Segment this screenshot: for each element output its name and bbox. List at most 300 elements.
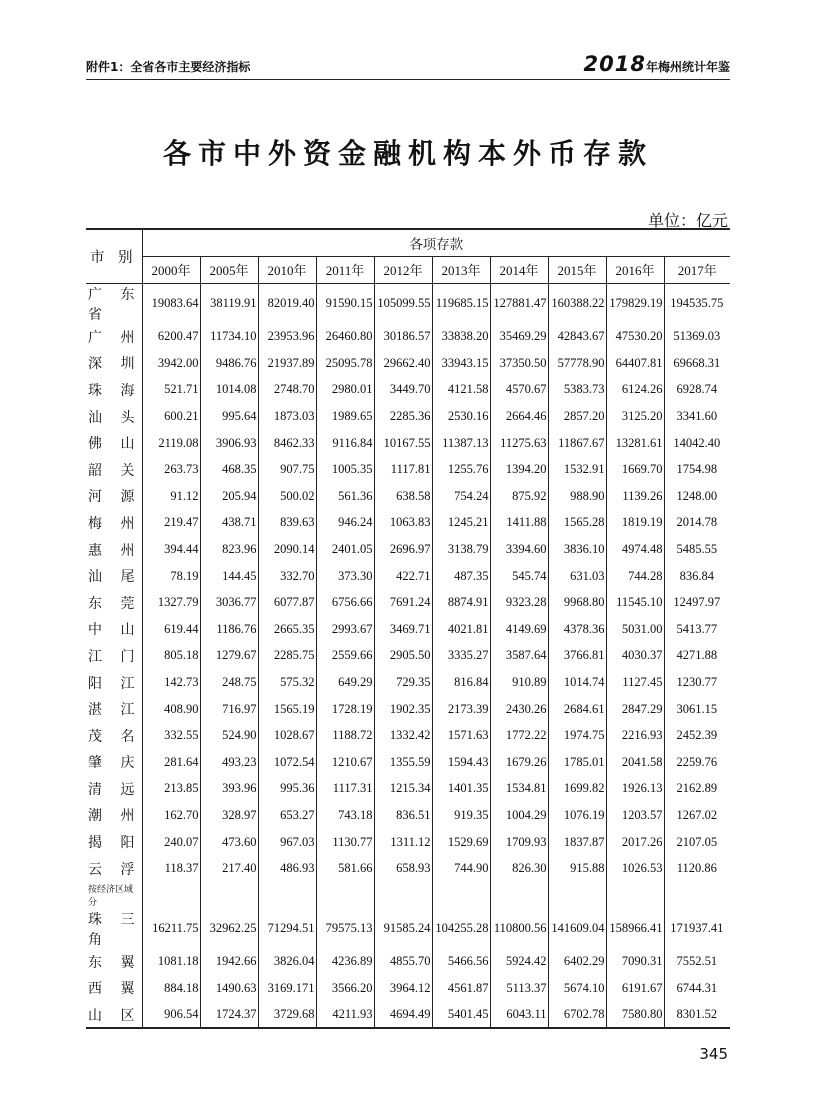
table-cell <box>142 882 200 909</box>
table-cell: 5383.73 <box>548 377 606 404</box>
region-name: 梅 州 <box>86 510 142 537</box>
table-cell: 995.64 <box>200 403 258 430</box>
table-cell: 524.90 <box>200 722 258 749</box>
table-cell: 744.28 <box>606 563 664 590</box>
year-header: 2014年 <box>490 256 548 283</box>
table-cell: 1215.34 <box>374 776 432 803</box>
table-cell: 4149.69 <box>490 616 548 643</box>
table-cell: 79575.13 <box>316 909 374 949</box>
table-cell: 6200.47 <box>142 324 200 351</box>
region-name: 惠 州 <box>86 536 142 563</box>
region-name: 阳 江 <box>86 669 142 696</box>
table-cell: 1772.22 <box>490 722 548 749</box>
table-cell: 217.40 <box>200 855 258 882</box>
year-header: 2012年 <box>374 256 432 283</box>
table-cell <box>606 882 664 909</box>
table-cell: 263.73 <box>142 456 200 483</box>
table-cell: 9968.80 <box>548 589 606 616</box>
table-cell: 5674.10 <box>548 975 606 1002</box>
table-row <box>86 975 730 1002</box>
table-cell: 716.97 <box>200 696 258 723</box>
page-title: 各市中外资金融机构本外币存款 <box>162 137 653 170</box>
table-cell <box>432 882 490 909</box>
table-cell: 119685.15 <box>432 283 490 324</box>
section-row <box>86 882 730 909</box>
table-cell: 91585.24 <box>374 909 432 949</box>
region-name: 肇 庆 <box>86 749 142 776</box>
table-cell: 3766.81 <box>548 643 606 670</box>
header-book-name: 年梅州统计年鉴 <box>645 60 730 74</box>
table-cell: 7580.80 <box>606 1002 664 1029</box>
table-cell: 91.12 <box>142 483 200 510</box>
table-cell: 33838.20 <box>432 324 490 351</box>
region-name: 广东省 <box>86 283 142 324</box>
table-cell: 6928.74 <box>676 382 718 397</box>
table-cell: 884.18 <box>142 975 200 1002</box>
table-cell: 1355.59 <box>374 749 432 776</box>
region-name: 珠 海 <box>86 377 142 404</box>
table-cell: 37350.50 <box>490 350 548 377</box>
table-cell: 205.94 <box>200 483 258 510</box>
table-cell: 248.75 <box>200 669 258 696</box>
table-cell: 144.45 <box>200 563 258 590</box>
table-cell: 8462.33 <box>258 430 316 457</box>
table-cell: 473.60 <box>200 829 258 856</box>
table-cell <box>258 882 316 909</box>
table-cell: 29662.40 <box>374 350 432 377</box>
table-cell: 521.71 <box>142 377 200 404</box>
table-cell: 486.93 <box>258 855 316 882</box>
table-row <box>86 802 730 829</box>
year-header: 2011年 <box>316 256 374 283</box>
table-cell: 33943.15 <box>432 350 490 377</box>
table-cell: 1203.57 <box>606 802 664 829</box>
table-cell: 8874.91 <box>432 589 490 616</box>
region-name: 汕 头 <box>86 403 142 430</box>
table-cell: 4855.70 <box>374 949 432 976</box>
table-cell: 11545.10 <box>606 589 664 616</box>
header-rule <box>86 79 730 80</box>
table-cell: 78.19 <box>142 563 200 590</box>
table-cell: 1754.98 <box>676 462 718 477</box>
table-row <box>86 563 730 590</box>
table-cell: 2748.70 <box>258 377 316 404</box>
table-cell: 1490.63 <box>200 975 258 1002</box>
table-cell: 1188.72 <box>316 722 374 749</box>
table-cell: 638.58 <box>374 483 432 510</box>
table-cell: 1063.83 <box>374 510 432 537</box>
table-cell: 64407.81 <box>606 350 664 377</box>
region-name: 潮 州 <box>86 802 142 829</box>
table-cell: 5401.45 <box>432 1002 490 1029</box>
table-row <box>86 510 730 537</box>
table-cell: 826.30 <box>490 855 548 882</box>
table-cell: 91590.15 <box>316 283 374 324</box>
table-cell: 194535.75 <box>670 296 724 310</box>
table-row <box>86 283 730 324</box>
table-cell: 51369.03 <box>673 329 721 344</box>
table-cell: 5413.77 <box>676 621 718 636</box>
table-cell: 1989.65 <box>316 403 374 430</box>
table-cell: 1679.26 <box>490 749 548 776</box>
table-cell: 3335.27 <box>432 643 490 670</box>
table-cell: 6402.29 <box>548 949 606 976</box>
table-cell: 105099.55 <box>374 283 432 324</box>
table-cell: 1594.43 <box>432 749 490 776</box>
table-cell: 2905.50 <box>374 643 432 670</box>
table-cell: 12497.97 <box>673 595 721 610</box>
table-cell: 1394.20 <box>490 456 548 483</box>
table-cell: 7691.24 <box>374 589 432 616</box>
table-cell: 35469.29 <box>490 324 548 351</box>
table-cell: 5924.42 <box>490 949 548 976</box>
region-name: 珠三角 <box>86 909 142 949</box>
header-section-label: 附件1：全省各市主要经济指标 <box>86 60 251 74</box>
table-cell: 1565.28 <box>548 510 606 537</box>
region-name: 韶 关 <box>86 456 142 483</box>
table-cell: 2401.05 <box>316 536 374 563</box>
table-cell: 179829.19 <box>606 283 664 324</box>
table-cell: 1974.75 <box>548 722 606 749</box>
table-cell: 4021.81 <box>432 616 490 643</box>
table-cell: 1837.87 <box>548 829 606 856</box>
table-cell: 7552.51 <box>676 954 718 969</box>
region-name: 河 源 <box>86 483 142 510</box>
table-cell: 2285.75 <box>258 643 316 670</box>
table-cell: 4211.93 <box>316 1002 374 1029</box>
table-cell: 2119.08 <box>142 430 200 457</box>
year-header: 2013年 <box>432 256 490 283</box>
table-cell: 3964.12 <box>374 975 432 1002</box>
table-cell: 2259.76 <box>676 754 718 769</box>
table-cell: 1401.35 <box>432 776 490 803</box>
table-cell: 142.73 <box>142 669 200 696</box>
table-cell: 3125.20 <box>606 403 664 430</box>
table-cell: 1210.67 <box>316 749 374 776</box>
table-cell: 2559.66 <box>316 643 374 670</box>
table-cell: 11275.63 <box>490 430 548 457</box>
table-cell: 32962.25 <box>200 909 258 949</box>
table-header <box>86 229 730 283</box>
table-cell: 1669.70 <box>606 456 664 483</box>
region-name: 湛 江 <box>86 696 142 723</box>
page-number: 345 <box>699 1045 728 1063</box>
group-column-header: 各项存款 <box>142 229 730 256</box>
table-row <box>86 377 730 404</box>
table-cell: 2285.36 <box>374 403 432 430</box>
year-header: 2015年 <box>548 256 606 283</box>
table-cell: 69668.31 <box>673 355 721 370</box>
table-row <box>86 1002 730 1029</box>
table-cell: 1267.02 <box>676 807 718 822</box>
table-cell: 3587.64 <box>490 643 548 670</box>
region-name: 茂 名 <box>86 722 142 749</box>
table-cell: 1728.19 <box>316 696 374 723</box>
table-cell: 2041.58 <box>606 749 664 776</box>
table-cell: 393.96 <box>200 776 258 803</box>
table-cell: 1028.67 <box>258 722 316 749</box>
table-cell: 5031.00 <box>606 616 664 643</box>
table-cell: 16211.75 <box>142 909 200 949</box>
table-cell: 104255.28 <box>432 909 490 949</box>
table-cell: 3566.20 <box>316 975 374 1002</box>
table-cell: 658.93 <box>374 855 432 882</box>
table-cell: 919.35 <box>432 802 490 829</box>
table-cell: 6702.78 <box>548 1002 606 1029</box>
section-label: 按经济区域分 <box>86 882 142 909</box>
table-cell: 160388.22 <box>548 283 606 324</box>
table-cell <box>200 882 258 909</box>
table-cell: 213.85 <box>142 776 200 803</box>
table-row <box>86 669 730 696</box>
table-cell: 1926.13 <box>606 776 664 803</box>
table-cell: 332.55 <box>142 722 200 749</box>
table-cell: 995.36 <box>258 776 316 803</box>
table-cell: 823.96 <box>200 536 258 563</box>
table-row <box>86 643 730 670</box>
table-cell: 2216.93 <box>606 722 664 749</box>
year-header: 2000年 <box>142 256 200 283</box>
table-cell: 3169.171 <box>258 975 316 1002</box>
table-cell: 21937.89 <box>258 350 316 377</box>
year-header: 2016年 <box>606 256 664 283</box>
table-cell: 240.07 <box>142 829 200 856</box>
table-cell: 1014.74 <box>548 669 606 696</box>
table-cell: 653.27 <box>258 802 316 829</box>
table-cell: 575.32 <box>258 669 316 696</box>
header-year: 2018 <box>583 52 646 76</box>
table-row <box>86 456 730 483</box>
table-cell: 487.35 <box>432 563 490 590</box>
table-cell: 3138.79 <box>432 536 490 563</box>
table-cell: 1120.86 <box>676 861 717 876</box>
table-cell: 500.02 <box>258 483 316 510</box>
table-row <box>86 589 730 616</box>
city-column-header: 市 别 <box>86 229 142 283</box>
unit-label: 单位：亿元 <box>647 211 728 230</box>
region-name: 云 浮 <box>86 855 142 882</box>
table-cell: 171937.41 <box>670 921 724 936</box>
table-cell: 438.71 <box>200 510 258 537</box>
table-cell: 581.66 <box>316 855 374 882</box>
table-cell: 744.90 <box>432 855 490 882</box>
table-cell: 6191.67 <box>606 975 664 1002</box>
table-cell: 118.37 <box>142 855 200 882</box>
table-cell: 3942.00 <box>142 350 200 377</box>
table-cell: 30186.57 <box>374 324 432 351</box>
table-cell: 2664.46 <box>490 403 548 430</box>
table-cell: 875.92 <box>490 483 548 510</box>
table-cell: 754.24 <box>432 483 490 510</box>
table-cell: 14042.40 <box>673 435 721 450</box>
table-row <box>86 949 730 976</box>
table-cell: 2430.26 <box>490 696 548 723</box>
table-cell: 1819.19 <box>606 510 664 537</box>
year-header: 2010年 <box>258 256 316 283</box>
table-cell: 910.89 <box>490 669 548 696</box>
table-cell: 561.36 <box>316 483 374 510</box>
table-cell: 4236.89 <box>316 949 374 976</box>
region-name: 佛 山 <box>86 430 142 457</box>
running-header <box>86 52 730 78</box>
table-cell: 2696.97 <box>374 536 432 563</box>
table-cell: 42843.67 <box>548 324 606 351</box>
table-cell: 219.47 <box>142 510 200 537</box>
table-cell: 1709.93 <box>490 829 548 856</box>
header-yearbook-title <box>584 52 730 76</box>
table-cell: 11734.10 <box>200 324 258 351</box>
table-cell: 2014.78 <box>676 515 718 530</box>
table-cell: 631.03 <box>548 563 606 590</box>
table-row <box>86 855 730 882</box>
table-cell: 3906.93 <box>200 430 258 457</box>
table-cell: 1571.63 <box>432 722 490 749</box>
table-cell: 9486.76 <box>200 350 258 377</box>
table-cell: 1942.66 <box>200 949 258 976</box>
region-name: 东 翼 <box>86 949 142 976</box>
table-cell: 1230.77 <box>676 675 718 690</box>
table-cell: 7090.31 <box>606 949 664 976</box>
table-cell: 1139.26 <box>606 483 664 510</box>
table-row <box>86 696 730 723</box>
table-row <box>86 350 730 377</box>
table-cell: 493.23 <box>200 749 258 776</box>
table-cell: 1565.19 <box>258 696 316 723</box>
table-cell: 946.24 <box>316 510 374 537</box>
table-cell: 1311.12 <box>374 829 432 856</box>
table-cell: 1248.00 <box>676 488 718 503</box>
table-cell: 11867.67 <box>548 430 606 457</box>
table-cell: 8301.52 <box>664 1002 730 1029</box>
table-cell: 110800.56 <box>490 909 548 949</box>
table-body <box>86 283 730 1028</box>
table-cell: 6756.66 <box>316 589 374 616</box>
table-cell: 408.90 <box>142 696 200 723</box>
table-cell: 2452.39 <box>676 728 718 743</box>
table-cell: 5113.37 <box>490 975 548 1002</box>
table-cell: 328.97 <box>200 802 258 829</box>
table-row <box>86 616 730 643</box>
table-cell: 1785.01 <box>548 749 606 776</box>
table-row <box>86 430 730 457</box>
table-cell: 4121.58 <box>432 377 490 404</box>
table-cell: 1902.35 <box>374 696 432 723</box>
table-cell: 1534.81 <box>490 776 548 803</box>
table-cell: 3836.10 <box>548 536 606 563</box>
table-cell: 158966.41 <box>606 909 664 949</box>
deposits-table <box>86 228 730 1029</box>
table-cell: 6124.26 <box>606 377 664 404</box>
table-cell: 2107.05 <box>676 834 718 849</box>
table-cell: 805.18 <box>142 643 200 670</box>
table-cell: 6744.31 <box>676 980 718 995</box>
table-cell: 619.44 <box>142 616 200 643</box>
region-name: 山 区 <box>86 1002 142 1029</box>
table-cell: 906.54 <box>142 1002 200 1029</box>
table-cell: 281.64 <box>142 749 200 776</box>
table-cell: 9116.84 <box>316 430 374 457</box>
year-header: 2017年 <box>664 256 730 283</box>
table-cell: 13281.61 <box>606 430 664 457</box>
table-cell: 2684.61 <box>548 696 606 723</box>
table-row <box>86 776 730 803</box>
table-cell: 3729.68 <box>258 1002 316 1029</box>
table-cell: 988.90 <box>548 483 606 510</box>
table-cell: 1081.18 <box>142 949 200 976</box>
table-cell: 1529.69 <box>432 829 490 856</box>
table-cell: 468.35 <box>200 456 258 483</box>
table-cell: 141609.04 <box>548 909 606 949</box>
table-cell: 3469.71 <box>374 616 432 643</box>
table-cell: 23953.96 <box>258 324 316 351</box>
year-header-row <box>86 256 730 283</box>
table-cell: 4271.88 <box>676 648 718 663</box>
table-cell: 1117.31 <box>316 776 374 803</box>
table-cell: 836.84 <box>679 568 714 583</box>
table-row <box>86 909 730 949</box>
table-cell: 729.35 <box>374 669 432 696</box>
table-cell: 743.18 <box>316 802 374 829</box>
table-cell: 1117.81 <box>374 456 432 483</box>
table-cell: 1327.79 <box>142 589 200 616</box>
table-cell: 3036.77 <box>200 589 258 616</box>
table-cell: 162.70 <box>142 802 200 829</box>
table-cell <box>548 882 606 909</box>
table-cell: 6043.11 <box>490 1002 548 1029</box>
table-cell: 1532.91 <box>548 456 606 483</box>
table-cell: 4561.87 <box>432 975 490 1002</box>
table-cell: 1186.76 <box>200 616 258 643</box>
region-name: 中 山 <box>86 616 142 643</box>
table-cell: 1005.35 <box>316 456 374 483</box>
table-cell: 816.84 <box>432 669 490 696</box>
table-cell <box>664 882 730 909</box>
table-cell: 2665.35 <box>258 616 316 643</box>
table-cell: 3449.70 <box>374 377 432 404</box>
table-cell: 38119.91 <box>200 283 258 324</box>
table-cell: 2530.16 <box>432 403 490 430</box>
table-cell: 1724.37 <box>200 1002 258 1029</box>
table-cell: 422.71 <box>374 563 432 590</box>
table-cell: 9323.28 <box>490 589 548 616</box>
table-cell: 5485.55 <box>676 542 718 557</box>
table-cell: 649.29 <box>316 669 374 696</box>
table-cell: 2173.39 <box>432 696 490 723</box>
table-cell: 1332.42 <box>374 722 432 749</box>
table-cell: 394.44 <box>142 536 200 563</box>
table-cell: 10167.55 <box>374 430 432 457</box>
table-cell: 1699.82 <box>548 776 606 803</box>
table-cell: 600.21 <box>142 403 200 430</box>
table-cell: 2857.20 <box>548 403 606 430</box>
table-cell: 1076.19 <box>548 802 606 829</box>
table-row <box>86 483 730 510</box>
table-cell: 2090.14 <box>258 536 316 563</box>
table-cell: 839.63 <box>258 510 316 537</box>
table-cell: 4378.36 <box>548 616 606 643</box>
table-cell: 907.75 <box>258 456 316 483</box>
table-cell: 2162.89 <box>676 781 718 796</box>
table-cell: 1014.08 <box>200 377 258 404</box>
table-cell: 4030.37 <box>606 643 664 670</box>
table-cell: 836.51 <box>374 802 432 829</box>
table-cell: 1255.76 <box>432 456 490 483</box>
table-row <box>86 536 730 563</box>
table-cell: 967.03 <box>258 829 316 856</box>
table-cell: 25095.78 <box>316 350 374 377</box>
table-cell: 47530.20 <box>606 324 664 351</box>
table-cell: 373.30 <box>316 563 374 590</box>
